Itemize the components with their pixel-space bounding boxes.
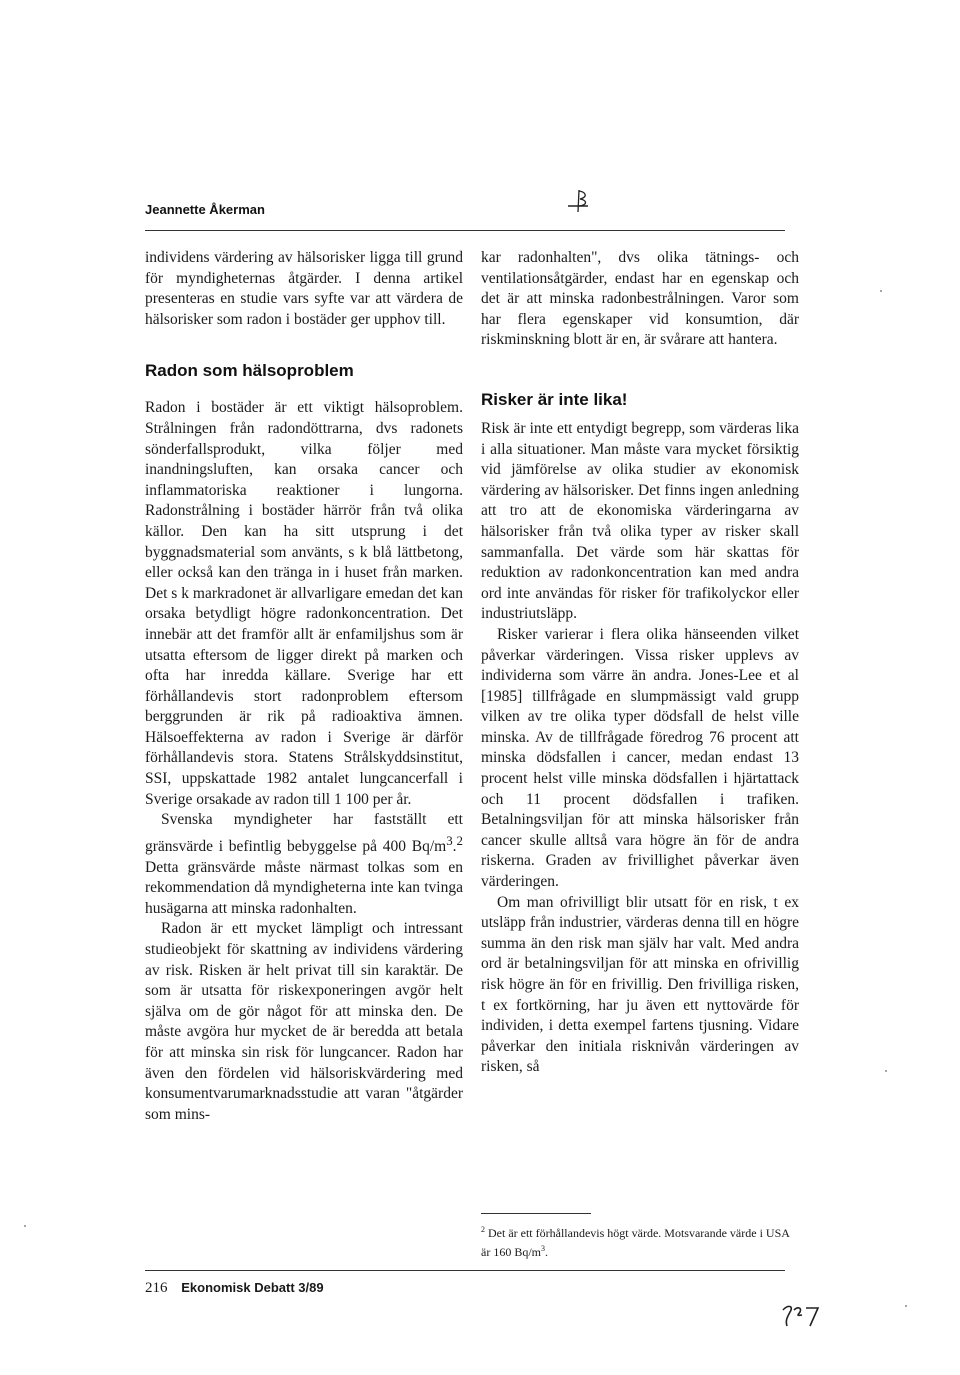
body-paragraph: Risk är inte ett entydigt begrepp, som värderas lika i alla situationer. Man måste vara mycket försiktig vid jämförelse av olika studier av ekonomisk värdering av hälsorisker. Det finns ingen anledning att tro att de ekonomiska värderingarna av hälsorisker från två olika typer av risker skall sammanfalla. Det värde som här skattas för reduktion av radonkoncentration kan med andra ord inte användas för risker för trafikolyckor eller industriutsläpp. bbox=[481, 419, 799, 623]
footnote-reference: 2 bbox=[456, 832, 463, 848]
section-heading-radon: Radon som hälsoproblem bbox=[145, 361, 354, 381]
section-heading-risks: Risker är inte lika! bbox=[481, 389, 628, 409]
body-paragraph: Radon i bostäder är ett viktigt hälsoproblem. Strålningen från radondöttrarna, dvs radonets sönderfallsprodukt, vilka följer med inandningsluften, kan orsaka cancer och inflammatoriska reaktioner i lungorna. Radonstrålning i bostäder härrör från två olika källor. Den kan ha sitt utsprung i det byggnadsmaterial som använts, s k blå lättbetong, eller också kan den tränga in i huset från marken. Det s k markradonet är allvarligare emedan det kan orsaka betydligt högre radonkoncentration. Det innebär att det framför allt är enfamiljshus som är utsatta eftersom de ligger direkt på marken och ofta har inredda källare. Sverige har ett förhållandevis stort radonproblem eftersom berggrunden är rik på radioaktiva ämnen. Hälsoeffekterna av radon i Sverige är därför förhållandevis stora. Statens Strålskyddsinstitut, SSI, uppskattade 1982 antalet lungcancerfall i Sverige orsakade av radon till 1 100 per år. bbox=[145, 399, 463, 808]
pen-mark-icon bbox=[566, 186, 594, 214]
left-column bbox=[145, 248, 463, 1125]
journal-name: Ekonomisk Debatt 3/89 bbox=[181, 1280, 324, 1295]
right-intro-paragraph: kar radonhalten", dvs olika tätnings- och ventilationsåtgärder, endast har en egenskap och det är att minska radonbestrålningen. Varor som har flera egenskaper vid konsumtion, där riskminskning blott är en, är svårare att hantera. bbox=[481, 249, 799, 349]
scan-speck bbox=[24, 1225, 26, 1227]
footer-rule bbox=[145, 1270, 785, 1271]
body-paragraph: Om man ofrivilligt blir utsatt för en risk, t ex utsläpp från industrier, värderas denna till en högre summa än den risk man själv har valt. Med andra ord är betalningsviljan för att minska en ofrivillig risk högre än för en frivillig. Den frivilliga risken, t ex fortkörning, har ju även ett nyttovärde för individen, i detta exempel fartens tjusning. Vidare påverkar den initiala risknivån värderingen av risken, så bbox=[481, 893, 799, 1076]
right-column bbox=[481, 248, 799, 1078]
footnote-number: 2 bbox=[481, 1225, 485, 1234]
limit-paragraph: Svenska myndigheter har fastställt ett gränsvärde i befintlig bebyggelse på 400 $Bq/m^3.^2$ Detta gränsvärde måste närmast tolkas som en rekommendation då myndigheterna inte kan tvinga husägarna att minska radonhalten. bbox=[145, 811, 463, 917]
left-intro-paragraph: individens värdering av hälsorisker ligga till grund för myndigheternas åtgärder. I denna artikel presenteras en studie vars syfte var att värdera de hälsorisker som radon i bostäder ger upphov till. bbox=[145, 249, 463, 328]
footnote: $^2$ Det är ett förhållandevis högt värde. Motsvarande värde i USA är 160 $Bq/m^3$. bbox=[481, 1225, 790, 1259]
page-number: 216 bbox=[145, 1280, 168, 1296]
footnote-rule bbox=[481, 1213, 591, 1214]
page-footer bbox=[145, 1280, 324, 1297]
header-rule bbox=[145, 230, 785, 231]
handwritten-note-icon bbox=[780, 1300, 830, 1330]
scan-speck bbox=[880, 290, 882, 292]
scan-speck bbox=[905, 1305, 907, 1307]
scan-speck bbox=[885, 1070, 887, 1072]
body-paragraph: Radon är ett mycket lämpligt och intressant studieobjekt för skattning av individens värdering av risk. Risken är helt privat till sin karaktär. De som är utsatta för riskexponeringen avgör helt själva om de gör något för att minska den. De måste avgöra hur mycket de är beredda att betala för att minska sin risk för lungcancer. Radon har även den fördelen vid hälsoriskvärdering med konsumentvarumarknadsstudie att varan "åtgärder som mins- bbox=[145, 920, 463, 1123]
running-header-author: Jeannette Åkerman bbox=[145, 202, 265, 217]
body-paragraph: Risker varierar i flera olika hänseenden vilket påverkar värderingen. Vissa risker upplevs av individerna som värre än andra. Jones-Lee et al [1985] tillfrågade en slumpmässigt vald grupp vilken av tre olika typer dödsfall de helst ville minska. Av de tillfrågade föredrog 76 procent att minska dödsfallen i cancer, medan endast 13 procent helst ville minska dödsfallen i hjärtattack och 11 procent dödsfallen i trafiken. Betalningsviljan för att minska hälsorisker från cancer skulle alltså vara högre än för de andra riskerna. Graden av frivillighet påverkar även värderingen. bbox=[481, 625, 799, 891]
